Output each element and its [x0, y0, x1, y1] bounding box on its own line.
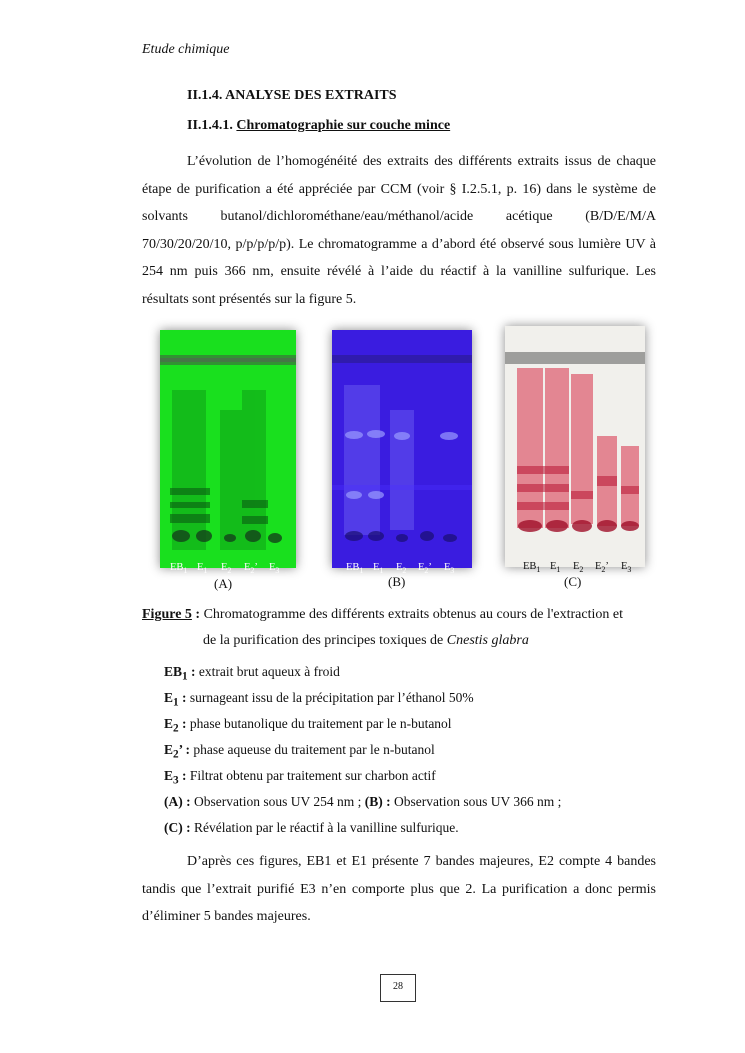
legend-term-e3: $E_3$ — [164, 768, 179, 787]
plate-c-lane-e3: $E_3$ — [621, 561, 632, 575]
legend-term-e1: $E_1$ — [164, 690, 179, 709]
figure-caption-label: Figure 5 — [142, 607, 192, 622]
legend-text-b: Observation sous UV 366 nm ; — [390, 794, 562, 809]
legend-e2p — [164, 742, 435, 761]
plate-b-lane-eb1: $EB_1$ — [346, 562, 364, 576]
plate-b-lane-e2p: $E_2$’ — [418, 562, 432, 576]
running-header: Etude chimique — [142, 42, 230, 57]
subsection-title: Chromatographie sur couche mince — [236, 118, 451, 133]
section-heading: II.1.4. ANALYSE DES EXTRAITS — [187, 88, 397, 103]
plate-a-lane-e1: $E_1$ — [197, 562, 208, 576]
tlc-plate-b-image — [332, 330, 472, 568]
paragraph-conclusion — [142, 848, 656, 931]
figure-caption-text-2: de la purification des principes toxiques de — [203, 633, 447, 648]
tlc-plate-c — [505, 326, 645, 575]
plate-a-lane-e2p: $E_2$’ — [244, 562, 258, 576]
plate-a-lane-eb1: $EB_1$ — [170, 562, 188, 576]
figure-caption-line-2 — [142, 628, 656, 654]
plate-b-lane-e1: $E_1$ — [373, 562, 384, 576]
plate-a-lane-e3: $E_3$ — [269, 562, 280, 576]
legend-term-eb1: $EB_1$ — [164, 664, 188, 683]
legend-text: extrait brut aqueux à froid — [198, 664, 340, 679]
figure-caption-separator: : — [191, 607, 204, 622]
plate-c-lane-eb1: $EB_1$ — [523, 561, 541, 575]
legend-text: phase aqueuse du traitement par le n-butanol — [193, 742, 435, 757]
plate-c-lane-e1: $E_1$ — [550, 561, 561, 575]
paragraph-conclusion-text: D’après ces figures, EB1 et E1 présente 7 bandes majeures, E2 compte 4 bandes tandis que l’extrait purifié E3 n’en comporte plus que 2. La purification a donc permis d’éliminer 5 bandes majeures. — [142, 854, 656, 924]
legend-sep: : — [178, 690, 190, 705]
legend-e2 — [164, 716, 452, 735]
legend-text: Filtrat obtenu par traitement sur charbon actif — [189, 768, 436, 783]
legend-text-a: Observation sous UV 254 nm ; — [190, 794, 365, 809]
legend-text: surnageant issu de la précipitation par l’éthanol 50% — [189, 690, 474, 705]
legend-sep: : — [178, 768, 190, 783]
legend-term-b: (B) : — [364, 794, 391, 809]
plate-c-label: (C) — [564, 574, 582, 589]
legend-eb1 — [164, 664, 340, 683]
legend-text-c: Révélation par le réactif à la vanilline sulfurique. — [190, 820, 459, 835]
legend-sep: : — [178, 716, 190, 731]
legend-sep: : — [182, 742, 194, 757]
legend-sep: : — [187, 664, 199, 679]
tlc-plate-a — [160, 330, 296, 576]
subsection-number: II.1.4.1. — [187, 118, 233, 133]
legend-text: phase butanolique du traitement par le n-butanol — [189, 716, 452, 731]
tlc-plate-b — [332, 330, 472, 576]
plate-b-lane-e3: $E_3$ — [444, 562, 455, 576]
figure-caption — [142, 602, 656, 654]
subsection-heading — [187, 118, 450, 134]
legend-term-a: (A) : — [164, 794, 191, 809]
paragraph-intro: L’évolution de l’homogénéité des extraits des différents extraits issus de chaque étape de purification a été appréciée par CCM (voir § I.2.5.1, p. 16) dans le système de solvants butanol/dichlorométhane/eau/méthanol/acide acétique (B/D/E/M/A 70/30/20/20/10, p/p/p/p/p). Le chromatogramme a d’abord été observé sous lumière UV à 254 nm puis 366 nm, ensuite révélé à l’aide du réactif à la vanilline sulfurique. Les résultats sont présentés sur la figure 5. — [142, 154, 656, 307]
plate-c-lane-e2p: $E_2$’ — [595, 561, 609, 575]
species-name: Cnestis glabra — [446, 633, 529, 648]
tlc-plate-c-image — [505, 326, 645, 567]
plate-a-label: (A) — [214, 576, 233, 591]
legend-term-e2p: $E_2$’ — [164, 742, 183, 761]
legend-e1 — [164, 690, 474, 709]
legend-term-e2: $E_2$ — [164, 716, 179, 735]
plate-c-lane-e2: $E_2$ — [573, 561, 584, 575]
page-number: 28 — [380, 974, 416, 1002]
plate-a-lane-e2: $E_2$ — [221, 562, 232, 576]
legend-e3 — [164, 768, 436, 787]
figure-caption-text-1: Chromatogramme des différents extraits obtenus au cours de l'extraction et — [203, 607, 623, 622]
plate-b-lane-e2: $E_2$ — [396, 562, 407, 576]
legend-ab — [164, 794, 561, 810]
legend-term-c: (C) : — [164, 820, 191, 835]
tlc-plate-a-image — [160, 330, 296, 568]
legend-c — [164, 820, 459, 836]
plate-b-label: (B) — [388, 574, 406, 589]
